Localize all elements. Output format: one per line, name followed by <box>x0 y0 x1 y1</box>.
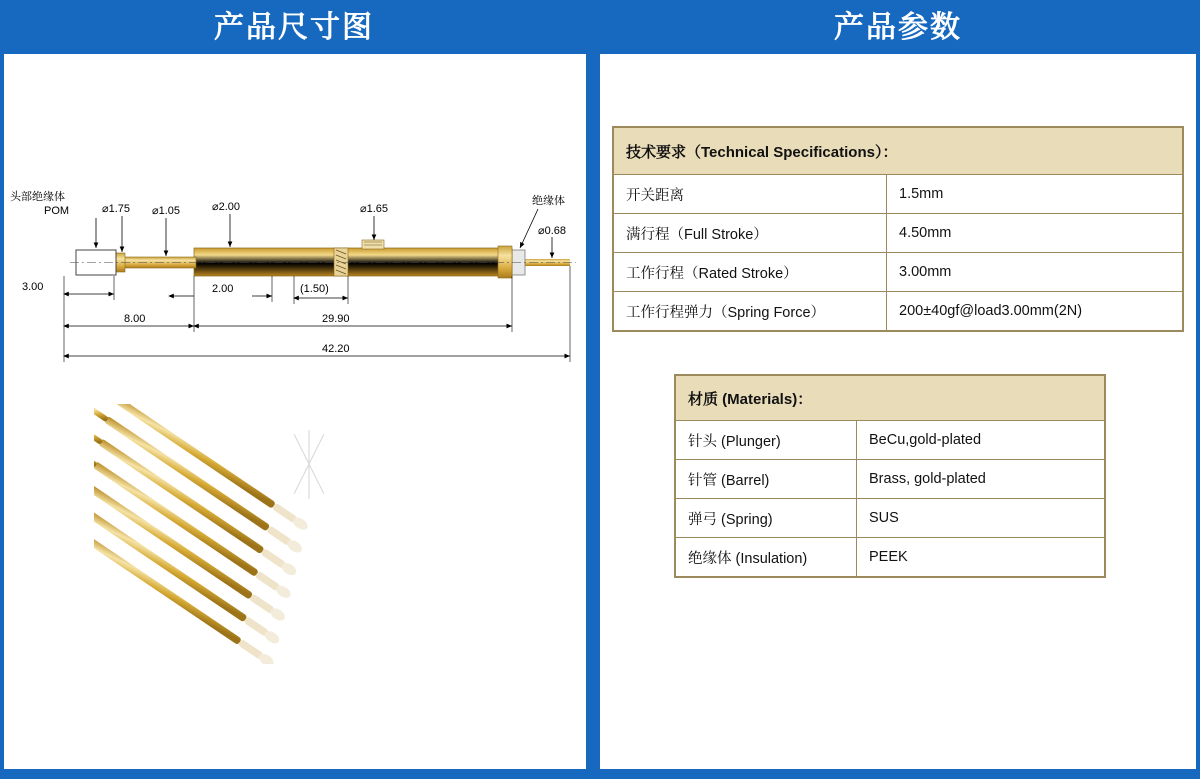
dim-len-150: (1.50) <box>300 283 329 295</box>
label-diameter-3: ⌀2.00 <box>212 201 241 213</box>
specs-key: 工作行程弹力（Spring Force） <box>614 292 887 331</box>
dim-len-8: 8.00 <box>124 313 146 325</box>
specs-table-wrapper <box>612 126 1184 332</box>
product-photo <box>94 404 534 664</box>
label-insulator: 绝缘体 <box>532 195 565 207</box>
specs-value: 3.00mm <box>887 253 1183 292</box>
table-row <box>676 538 1105 577</box>
materials-table-header-row <box>676 376 1105 421</box>
specs-table <box>613 127 1183 331</box>
specs-key: 满行程（Full Stroke） <box>614 214 887 253</box>
dim-len-2: 2.00 <box>212 283 234 295</box>
label-diameter-2: ⌀1.05 <box>152 205 181 217</box>
dimension-drawing-panel <box>4 54 586 769</box>
table-row <box>614 175 1183 214</box>
dim-len-total: 42.20 <box>322 343 350 355</box>
specs-value: 1.5mm <box>887 175 1183 214</box>
materials-key: 针管 (Barrel) <box>676 460 857 499</box>
specs-table-header-row <box>614 128 1183 175</box>
table-row <box>614 292 1183 331</box>
table-row <box>676 460 1105 499</box>
table-row <box>614 253 1183 292</box>
dimension-drawing <box>4 54 586 384</box>
materials-key: 绝缘体 (Insulation) <box>676 538 857 577</box>
right-column-title: 产品参数 <box>834 11 962 44</box>
drawing-svg <box>4 54 586 384</box>
label-diameter-5: ⌀0.68 <box>538 225 567 237</box>
label-diameter-4: ⌀1.65 <box>360 203 389 215</box>
materials-value: PEEK <box>857 538 1105 577</box>
label-diameter-1: ⌀1.75 <box>102 203 131 215</box>
product-photo-svg <box>94 404 534 664</box>
materials-table-header: 材质 (Materials)： <box>676 376 1105 421</box>
materials-value: SUS <box>857 499 1105 538</box>
table-row <box>676 499 1105 538</box>
materials-table-wrapper <box>674 374 1106 578</box>
label-head-insulator-line1: 头部绝缘体 <box>10 191 65 203</box>
materials-key: 针头 (Plunger) <box>676 421 857 460</box>
materials-value: BeCu,gold-plated <box>857 421 1105 460</box>
label-head-insulator-line2: POM <box>44 205 70 217</box>
table-row <box>614 214 1183 253</box>
specs-value: 200±40gf@load3.00mm(2N) <box>887 292 1183 331</box>
materials-key: 弹弓 (Spring) <box>676 499 857 538</box>
dim-stroke-3: 3.00 <box>22 281 44 293</box>
specs-value: 4.50mm <box>887 214 1183 253</box>
left-column-title: 产品尺寸图 <box>214 11 374 44</box>
materials-table <box>675 375 1105 577</box>
specs-table-header: 技术要求（Technical Specifications）： <box>614 128 1183 175</box>
materials-value: Brass, gold-plated <box>857 460 1105 499</box>
table-row <box>676 421 1105 460</box>
parameters-panel <box>600 54 1196 769</box>
specs-key: 工作行程（Rated Stroke） <box>614 253 887 292</box>
specs-key: 开关距离 <box>614 175 887 214</box>
dim-len-2990: 29.90 <box>322 313 350 325</box>
